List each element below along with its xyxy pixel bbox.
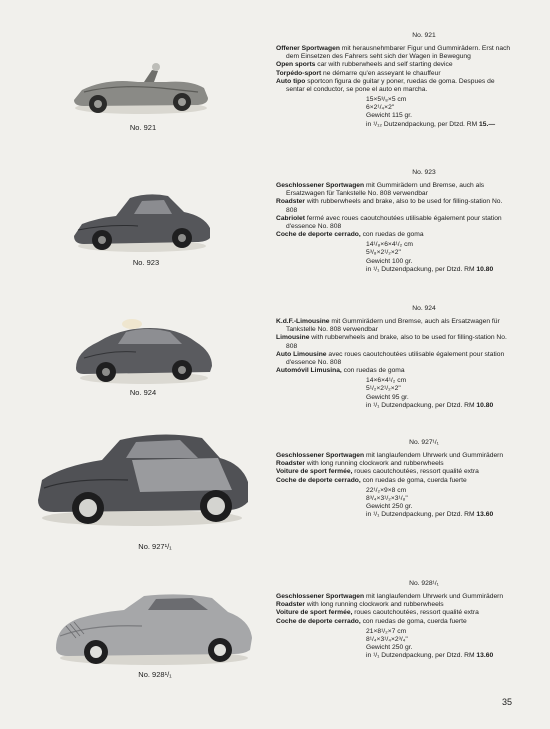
dimension-line: 6×2¹/₄×2" xyxy=(366,104,395,112)
dimension-line: 8¹/₄×3¹/₄×2³/₄" xyxy=(366,635,408,643)
description-text: roues caoutchoutées, ressort qualité extra xyxy=(352,468,479,476)
dimension-line: Gewicht 115 gr. xyxy=(366,112,412,120)
description-bold-label: Roadster xyxy=(276,601,305,609)
product-dimensions xyxy=(366,628,512,661)
dimension-line: 14×6×4¹/₂ cm xyxy=(366,377,407,385)
packaging-text: in ¹/₁ Dutzendpackung, per Dtzd. RM xyxy=(366,511,475,519)
description-line xyxy=(276,618,512,626)
description-bold-label: Coche de deporte cerrado, xyxy=(276,231,361,239)
description-text: mit langlaufendem Uhrwerk und Gummirädern xyxy=(364,452,504,460)
description-bold-label: Limousine xyxy=(276,334,310,342)
product-description xyxy=(276,439,512,519)
description-text: mit langlaufendem Uhrwerk und Gummirädern xyxy=(364,593,504,601)
clockwork-sedan-image xyxy=(52,590,256,668)
description-bold-label: Offener Sportwagen xyxy=(276,45,340,53)
description-bold-label: Coche de deporte cerrado, xyxy=(276,476,361,484)
dimension-line: Gewicht 250 gr. xyxy=(366,503,413,511)
packaging-text: in ¹/₁ Dutzendpackung, per Dtzd. RM xyxy=(366,652,475,660)
dimension-line: Gewicht 250 gr. xyxy=(366,644,413,652)
description-bold-label: Roadster xyxy=(276,460,305,468)
description-text: con ruedas de goma xyxy=(360,231,424,239)
description-line xyxy=(276,70,512,78)
description-line xyxy=(276,61,512,69)
packaging-text: in ¹/₁₂ Dutzendpackung, per Dtzd. RM xyxy=(366,120,478,128)
dimension-line xyxy=(366,121,512,129)
product-description xyxy=(276,305,512,410)
price: 13.60 xyxy=(476,511,494,519)
description-bold-label: Auto Limousine xyxy=(276,350,327,358)
description-line xyxy=(276,601,512,609)
product-dimensions xyxy=(366,241,512,274)
product-number: No. 923 xyxy=(412,169,436,176)
description-bold-label: Roadster xyxy=(276,198,305,206)
product-dimensions xyxy=(366,96,512,129)
dimension-line: 8³/₄×3¹/₂×3¹/₈" xyxy=(366,494,408,502)
description-text: mit Gummirädern und Bremse, auch als Ersatzwagen für Tankstelle No. 808 verwendbar xyxy=(286,318,500,334)
closed-sports-car-image xyxy=(68,188,216,256)
description-bold-label: Automóvil Limusina, xyxy=(276,367,342,375)
description-text: car with rubberwheels and self starting device xyxy=(315,61,453,69)
description-text: with long running clockwork and rubberwheels xyxy=(305,460,444,468)
description-text: fermé avec roues caoutchoutées utilisable également pour station d'essence No. 808 xyxy=(286,214,502,230)
description-line xyxy=(276,367,512,375)
product-number: No. 927¹/₁ xyxy=(409,439,439,446)
product-caption: No. 921 xyxy=(129,123,157,132)
price: 10.80 xyxy=(476,265,494,273)
dimension-line xyxy=(366,511,512,519)
price: 10.80 xyxy=(476,401,494,409)
description-text: with rubberwheels and brake, also to be used for filling-station No. 808 xyxy=(286,198,503,214)
product-caption: No. 924 xyxy=(129,388,157,397)
description-bold-label: Voiture de sport fermée, xyxy=(276,609,353,617)
dimension-line: Gewicht 100 gr. xyxy=(366,257,413,265)
limousine-car-image xyxy=(70,318,218,388)
description-line xyxy=(276,468,512,476)
dimension-line xyxy=(366,402,512,410)
product-dimensions xyxy=(366,377,512,410)
description-line xyxy=(276,609,512,617)
description-line xyxy=(276,231,512,239)
description-text: avec roues caoutchoutées utilisable également pour station d'essence No. 808 xyxy=(286,350,505,366)
description-text: with rubberwheels and brake, also to be used for filling-station No. 808 xyxy=(286,334,507,350)
product-description xyxy=(276,32,512,129)
dimension-line xyxy=(366,266,512,274)
product-description xyxy=(276,580,512,660)
dimension-line: 21×8¹/₂×7 cm xyxy=(366,627,407,635)
description-line xyxy=(276,198,512,214)
description-bold-label: Coche de deporte cerrado, xyxy=(276,617,361,625)
description-line xyxy=(276,215,512,231)
description-text: with long running clockwork and rubberwheels xyxy=(305,601,444,609)
description-bold-label: Cabriolet xyxy=(276,214,305,222)
description-bold-label: K.d.F.-Limousine xyxy=(276,318,330,326)
dimension-line xyxy=(366,652,512,660)
description-line xyxy=(276,182,512,198)
description-text: roues caoutchoutées, ressort qualité extra xyxy=(352,609,479,617)
price: 15.— xyxy=(479,120,496,128)
description-bold-label: Geschlossener Sportwagen xyxy=(276,182,365,190)
description-text: con ruedas de goma, cuerda fuerte xyxy=(360,476,467,484)
price: 13.60 xyxy=(476,652,494,660)
product-number: No. 928¹/₁ xyxy=(409,580,439,587)
description-text: mit herausnehmbarer Figur und Gummirädern. Erst nach dem Einsetzen des Fahrers seht sich der Wagen in Bewegung xyxy=(286,45,511,61)
packaging-text: in ¹/₁ Dutzendpackung, per Dtzd. RM xyxy=(366,401,475,409)
product-description xyxy=(276,169,512,274)
description-text: ne démarre qu'en asseyant le chauffeur xyxy=(321,69,441,77)
dimension-line: 14¹/₈×6×4¹/₂ cm xyxy=(366,241,413,249)
description-bold-label: Geschlossener Sportwagen xyxy=(276,593,365,601)
description-line xyxy=(276,593,512,601)
description-line xyxy=(276,78,512,94)
dimension-line: 5¹/₂×2¹/₂×2" xyxy=(366,385,401,393)
dimension-line: 15×5³/₈×5 cm xyxy=(366,96,407,104)
description-text: mit Gummirädern und Bremse, auch als Ersatzwagen für Tankstelle No. 808 verwendbar xyxy=(286,182,485,198)
product-caption: No. 928¹/₁ xyxy=(138,670,172,679)
packaging-text: in ¹/₁ Dutzendpackung, per Dtzd. RM xyxy=(366,265,475,273)
description-line xyxy=(276,351,512,367)
description-line xyxy=(276,318,512,334)
description-bold-label: Geschlossener Sportwagen xyxy=(276,452,365,460)
product-dimensions xyxy=(366,487,512,520)
product-number: No. 924 xyxy=(412,305,436,312)
description-line xyxy=(276,460,512,468)
description-bold-label: Auto tipo xyxy=(276,77,306,85)
product-caption: No. 927¹/₁ xyxy=(138,542,172,551)
description-bold-label: Torpédo-sport xyxy=(276,69,322,77)
product-number: No. 921 xyxy=(412,32,436,39)
clockwork-roadster-image xyxy=(32,430,252,530)
product-caption: No. 923 xyxy=(132,258,160,267)
description-text: con ruedas de goma, cuerda fuerte xyxy=(360,617,467,625)
description-line xyxy=(276,334,512,350)
description-line xyxy=(276,452,512,460)
description-bold-label: Voiture de sport fermée, xyxy=(276,468,353,476)
open-sports-car-image xyxy=(66,58,214,118)
description-line xyxy=(276,477,512,485)
description-text: sportcon figura de guitar y poner, ruedas de goma. Despues de sentar el conductor, se pone el auto en marcha. xyxy=(286,77,495,93)
description-text: con ruedas de goma xyxy=(341,367,405,375)
page-number: 35 xyxy=(501,697,512,707)
dimension-line: 5³/₈×2¹/₂×2" xyxy=(366,249,401,257)
description-bold-label: Open sports xyxy=(276,61,316,69)
description-line xyxy=(276,45,512,61)
dimension-line: 22¹/₂×9×8 cm xyxy=(366,486,407,494)
dimension-line: Gewicht 95 gr. xyxy=(366,393,409,401)
